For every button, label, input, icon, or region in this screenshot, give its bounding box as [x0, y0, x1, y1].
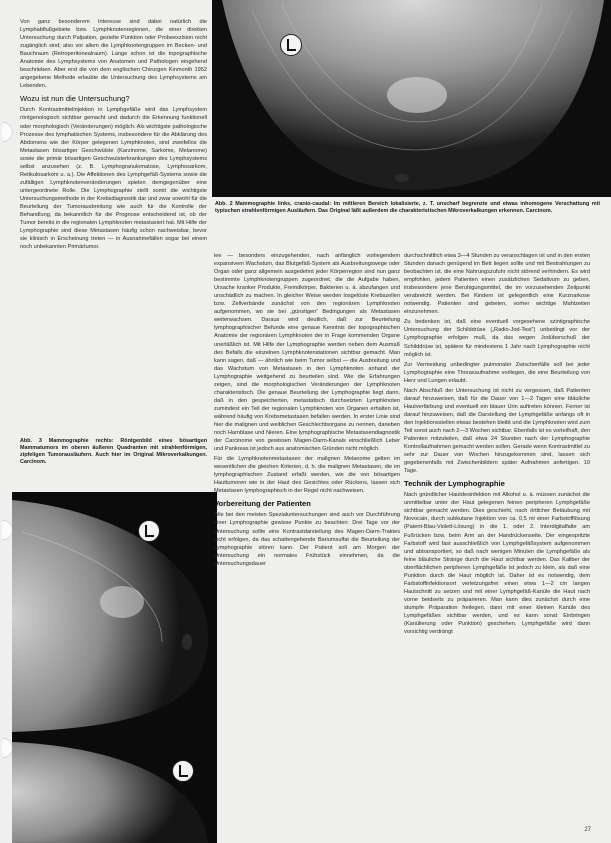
figure-3-caption: Abb. 3 Mammographie rechts: Röntgenbild eines bösartigen Mammatumors im oberen äußeren Quadranten mit strahlenförmigen, zipfeligen Tumorausläufern. Auch hier im Original Mikroverkalkungen. Carcinom.	[20, 438, 207, 466]
text-column-1	[20, 18, 207, 434]
paragraph: Wie bei den meisten Spezialuntersuchungen sind auch vor Durchführung einer Lymphographie gewisse Punkte zu beachten: Drei Tage vor der Untersuchung sollte eine Kontrastdarstellung des Magen-Darm-Traktes nicht erfolgen, da das schattengebende Bariumsulfat die Beurteilung der Lymphographie stören kann. Der Patient soll am Morgen der Untersuchung ein normales Frühstück einnehmen, da die Untersuchungsdauer	[214, 512, 400, 567]
paragraph: Für die Lymphknotenmetastasen der malignen Melanome gelten im wesentlichen die gleichen Kriterien, d. h. die malignen Metastasen, die im lymphographischen Zustand erfaßt werden, wie die von bösartigen Hauttumoren wie in der Haut des Gesichtes oder Rückens, lassen sich Metastasen lymphographisch in der Regel nicht nachweisen.	[214, 456, 400, 495]
paragraph: Nach gründlicher Hautdesinfektion mit Alkohol u. ä. müssen zunächst die unmittelbar unter der Haut gelegenen feinen peripheren Lymphgefäße sichtbar gemacht werden. Dies geschieht, nach örtlicher Betäubung mit Novocain, durch subkutane Injektion von ca. 0,5 ml einer Farbstofflösung (Patent-Blau-Violett-Lösung) in die 1. oder 2. Interdigitalfalte am Fußrücken bzw. beim Arm an der Handrückenseite. Der eingespritzte Farbstoff wird fast ausschließlich von Lymphgefäßsystem aufgenommen und abtransportiert, so daß nach wenigen Minuten die Lymphgefäße als feine bläuliche Stränge durch die Haut sichtbar werden. Das Kaliber der oberflächlichen peripheren Lymphgefäße ist jedoch zu klein, als daß eine Punktion durch die Haut möglich ist. Daher ist es notwendig, dem Farbstoffinfektionsort verletzungsfrei einen etwa 1—2 cm langen Hautschnitt zu setzen und mit einer Lymphgefäß-Kanüle die Haut nach vorne beidseits zu präparieren. Man kann dies zunächst durch eine stumpfe Präparation freilegen, dann mit einer kleinen Kanüle des Lymphgefäßes sichtbar werden, und es kann sonst Einbringen (Kanülierung oder Punktion) geschehen. Lymphgefäße wird dann vorsichtig verdrängt	[404, 492, 590, 636]
page-number: 27	[584, 827, 591, 833]
marker-l-icon	[280, 34, 302, 56]
paragraph: durchschnittlich etwa 3—4 Stunden zu veranschlagen ist und in den ersten Stunden danach genügend im Bett liegen sollte und mit Bestrahlungen zu beobachten ist, die eine Nahrungszufuhr nicht störend verhindern. Es wird empfohlen, jedem Patienten einen zusätzlichen Sedativum zu geben, insbesondere jene Beruhigungsmittel, die im vorzusehenden Zeitpunkt verabreicht werden. Bei Kindern ist gelegentlich eine Kurznarkose notwendig. Patienten sind gebeten, vorher wichtige Mahlzeiten einzunehmen.	[404, 253, 590, 316]
mammogram-figure-2	[212, 0, 611, 197]
text-column-2	[214, 252, 400, 838]
figure-2-caption: Abb. 2 Mammographie links, cranio-caudal: Im mittleren Bereich lokalisierte, z. T. unscharf begrenzte und etwas inhomogene Verschattung mit typischen strahlenförmigen Ausläufern. Das Original läßt außerdem die charakteristischen Mikroverkalkungen erkennen. Carcinom.	[215, 201, 600, 215]
mammogram-figure-3	[12, 492, 217, 843]
marker-r-icon	[138, 520, 160, 542]
mammogram-image	[12, 492, 217, 843]
section-heading: Vorbereitung der Patienten	[214, 499, 311, 509]
binder-hole	[2, 122, 13, 142]
paragraph: Zu bedenken ist, daß eine eventuell vorgesehene szintigraphische Untersuchung der Schilddrüse („Radio-Jod-Test“) unbedingt vor der Lymphographie erfolgen muß, da das wegen Jodüberschuß der Schilddrüse ist, spätere für mindestens 1 Jahr nach Lymphographie nicht möglich ist.	[404, 319, 590, 358]
paragraph: Von ganz besonderem Interesse sind dabei natürlich die Lymphabflußgebiete bzw. Lymphknotenregionen, die einer direkten Untersuchung durch Palpation, gezielte Punktion oder Probeexzision nicht zugänglich sind; also vor allem die Lymphknotengruppen im Becken- und Bauchraum (Retroperitonealraum). Lange schon ist die topographische Anatomie des Lymphsystems von Anatomen und Pathologen eingehend beschrieben. Aber erst die von dem englischen Chirurgen Kinmonth 1952 angegebene Methode erlaubte die Untersuchung des Lymphsystems am Lebenden.	[20, 19, 207, 90]
paragraph: Zur Vermeidung unbedingter pulmonaler Zwischenfälle soll bei jeder Lymphographie eine Thoraxaufnahme vorliegen, die eine Beurteilung von Herz und Lungen erlaubt.	[404, 361, 590, 384]
text-column-3	[404, 252, 590, 820]
marker-r-icon	[172, 760, 194, 782]
paragraph: lee — besonders einzugehenden, nach anfänglich vorliegendem expansivem Wachstum, das Blutgefäß-System als Ausbreitungswege oder Organ oder ganz allgemein ausgedehnt jeder Körperregion sind nun ganz bestimmte Lymphknotengruppen zugeordnet, die die Aufgabe haben, Ursache kranker Produkte, Fremdkörper, Bakterien u. ä. abzufangen und unschädlich zu machen. In gleicher Weise werden losgelöste Krebszellen bzw. Zellverbände zunächst von den regionären Lymphknoten aufgenommen, wo sie bei „günstigen“ Bedingungen als Metastasen weiterwachsen. Daraus wird deutlich, daß zur Beurteilung lymphographischer Befunde eine genaue Kenntnis der topographischen Anatomie der regionären Lymphknoten der in Frage kommenden Organe unerläßlich ist. Mit Hilfe der Lymphographie werden neben dem Ausmaß des Befalls die einzelnen Lymphknotenstationen sichtbar gemacht. Man kann sagen, daß — ähnlich wie beim Tumor selbst — die Ausbreitung und das Wachstum von Metastasen in den Lymphknoten anhand der Lymphographie weitgehend zu beurteilen sind. Wie die Erfahrungen zeigen, sind die morphologischen Veränderungen der Lymphknoten charakteristisch. Die genaue Beurteilung der Lymphographie liegt dann, daß in den gespeicherten, metastatisch durchsetzten Lymphknoten zumindest ein Teil der regionalen Lymphknoten von Organen erhalten ist, während häufig von Krebsmetastasen befallen werden. In erster Linie sind hier die malignen und weiblichen Geschlechtsorgane zu nennen, daneben noch Harnblase und Nieren. Eine lymphographische Metastasendiagnostik der Carcinome von gewissen Magen-Darm-Kanals einschließlich Leber und Pankreas ist jedoch aus anatomischen Gründen nicht möglich.	[214, 253, 400, 453]
section-heading: Technik der Lymphographie	[404, 479, 505, 489]
paragraph: Durch Kontrastmittelinjektion in Lymphgefäße wird das Lymphsystem röntgenologisch sichtbar gemacht und dadurch die Erkennung funktionell oder morphologisch (Veränderungen) möglich. Als wichtigste pathologische Prozesse des lymphatischen Systems, insbesondere für die Abklärung des Abdomens wie der Körper gelegenen Lymphknoten, sind zweifellos die Metastasen bösartiger Geschwülste (Karzinome, Sarkome, Melanome) sowie die primär bösartigen Geschwulsterkrankungen des Lymphsystems selbst anzusehen (z. B. Lymphogranulomatose, Lymphosarkom, Retikulosarkom u. a.). Die Affektionen des Lymphgefäß-Systems sowie die zufälligen Lymphknotenveränderungen spielen demgegenüber eine untergeordnete Rolle. Die Lymphographie stellt somit die wichtigste Untersuchungsmethode in der Krebsdiagnostik dar und zwar sowohl für die Beurteilung der Tumorausbreitung wie auch für die Kontrolle der Behandlung, da bekanntlich für die Prognose entscheidend ist, ob der Tumor bereits in die regionalen Lymphknoten metastasiert hat. Mit Hilfe der Lymphographie sind diese Metastasen häufig schon nachweisbar, bevor sie klinisch in Erscheinung treten — in Ausnahmefällen sogar bei einem noch unbekannten Primärtumor.	[20, 107, 207, 251]
section-question: Wozu ist nun die Untersuchung?	[20, 94, 130, 104]
paragraph: Nach Abschluß der Untersuchung ist nicht zu vergessen, daß Patienten darauf hinzuweisen, daß für die Dauer von 1—2 Tagen eine bläuliche Hautverfärbung und eventuell ein blauer Urin auftreten können. Ferner ist darauf hinzuweisen, daß die Darstellung der Lymphgefäße anfangs oft in den Injektionsstellen etwas bestehen bleibt und die Lymphknoten wird zum Teil sonst auch nach 2—3 Wochen sichtbar. Ebenfalls ist es vorteilhaft, den Patienten mitzuteilen, daß etwa 24 Stunden nach der Lymphographie Kontrollaufnahmen gemacht werden sollen. Gerade wenn Kontrastmittel zu sehr zur Dauer von Wochen hinzugekommen sind, lassen sich gegebenenfalls mit Zwischenbildern später Aufnahmen anfertigen. 10 Tage.	[404, 387, 590, 475]
mammogram-image	[212, 0, 611, 197]
